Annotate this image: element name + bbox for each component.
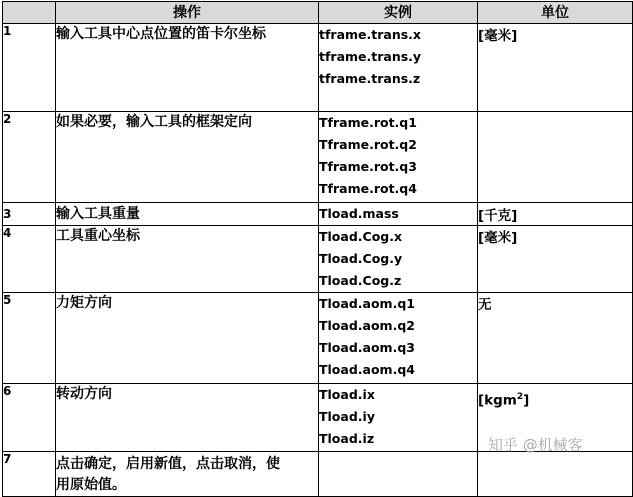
example-code: Tload.aom.q1	[319, 296, 415, 311]
row-operation: 工具重心坐标	[56, 226, 319, 293]
example-code: Tload.iy	[319, 409, 375, 424]
header-unit: 单位	[478, 2, 633, 24]
example-code: Tload.aom.q3	[319, 340, 415, 355]
row-unit	[478, 452, 633, 497]
row-operation: 点击确定，启用新值，点击取消，使用原始值。	[56, 452, 319, 497]
row-unit: [毫米]	[478, 24, 633, 112]
example-code: Tload.Cog.x	[319, 229, 403, 244]
example-code: Tload.mass	[319, 206, 399, 221]
table-row	[3, 24, 633, 112]
row-examples	[319, 24, 478, 112]
row-examples	[319, 452, 478, 497]
table-row	[3, 452, 633, 497]
table-row	[3, 203, 633, 226]
unit-close: ]	[523, 392, 530, 409]
row-number: 7	[3, 452, 56, 497]
row-number: 3	[3, 203, 56, 226]
row-number: 5	[3, 293, 56, 384]
example-code: Tload.Cog.z	[319, 273, 402, 288]
row-operation: 转动方向	[56, 384, 319, 452]
watermark: 知乎 @机械客	[488, 436, 583, 454]
example-code: tframe.trans.x	[319, 27, 421, 42]
row-operation: 输入工具中心点位置的笛卡尔坐标	[56, 24, 319, 112]
example-code: Tframe.rot.q3	[319, 159, 417, 174]
example-code: Tload.Cog.y	[319, 251, 403, 266]
row-unit: [毫米]	[478, 226, 633, 293]
row-examples	[319, 112, 478, 203]
example-code: Tload.ix	[319, 387, 375, 402]
row-operation: 力矩方向	[56, 293, 319, 384]
row-examples	[319, 384, 478, 452]
row-examples	[319, 226, 478, 293]
table-header-row	[3, 2, 633, 24]
row-operation: 输入工具重量	[56, 203, 319, 226]
example-code: tframe.trans.z	[319, 71, 421, 86]
row-examples	[319, 293, 478, 384]
example-code: Tframe.rot.q1	[319, 115, 417, 130]
row-operation: 如果必要，输入工具的框架定向	[56, 112, 319, 203]
row-number: 1	[3, 24, 56, 112]
example-code: Tload.aom.q2	[319, 318, 415, 333]
example-code: tframe.trans.y	[319, 49, 422, 64]
unit-text: [kgm	[478, 392, 517, 409]
row-unit: [千克]	[478, 203, 633, 226]
example-code: Tload.aom.q4	[319, 362, 415, 377]
row-unit	[478, 112, 633, 203]
header-index	[3, 2, 56, 24]
example-code: Tload.iz	[319, 431, 375, 446]
row-number: 4	[3, 226, 56, 293]
example-code: Tframe.rot.q4	[319, 181, 417, 196]
table-row	[3, 293, 633, 384]
header-example: 实例	[319, 2, 478, 24]
tool-data-table	[2, 1, 633, 497]
unit-superscript: 2	[516, 392, 524, 402]
table-row	[3, 226, 633, 293]
example-code: Tframe.rot.q2	[319, 137, 417, 152]
table-row	[3, 112, 633, 203]
header-operation: 操作	[56, 2, 319, 24]
row-number: 6	[3, 384, 56, 452]
row-number: 2	[3, 112, 56, 203]
row-examples	[319, 203, 478, 226]
row-unit: 无	[478, 293, 633, 384]
